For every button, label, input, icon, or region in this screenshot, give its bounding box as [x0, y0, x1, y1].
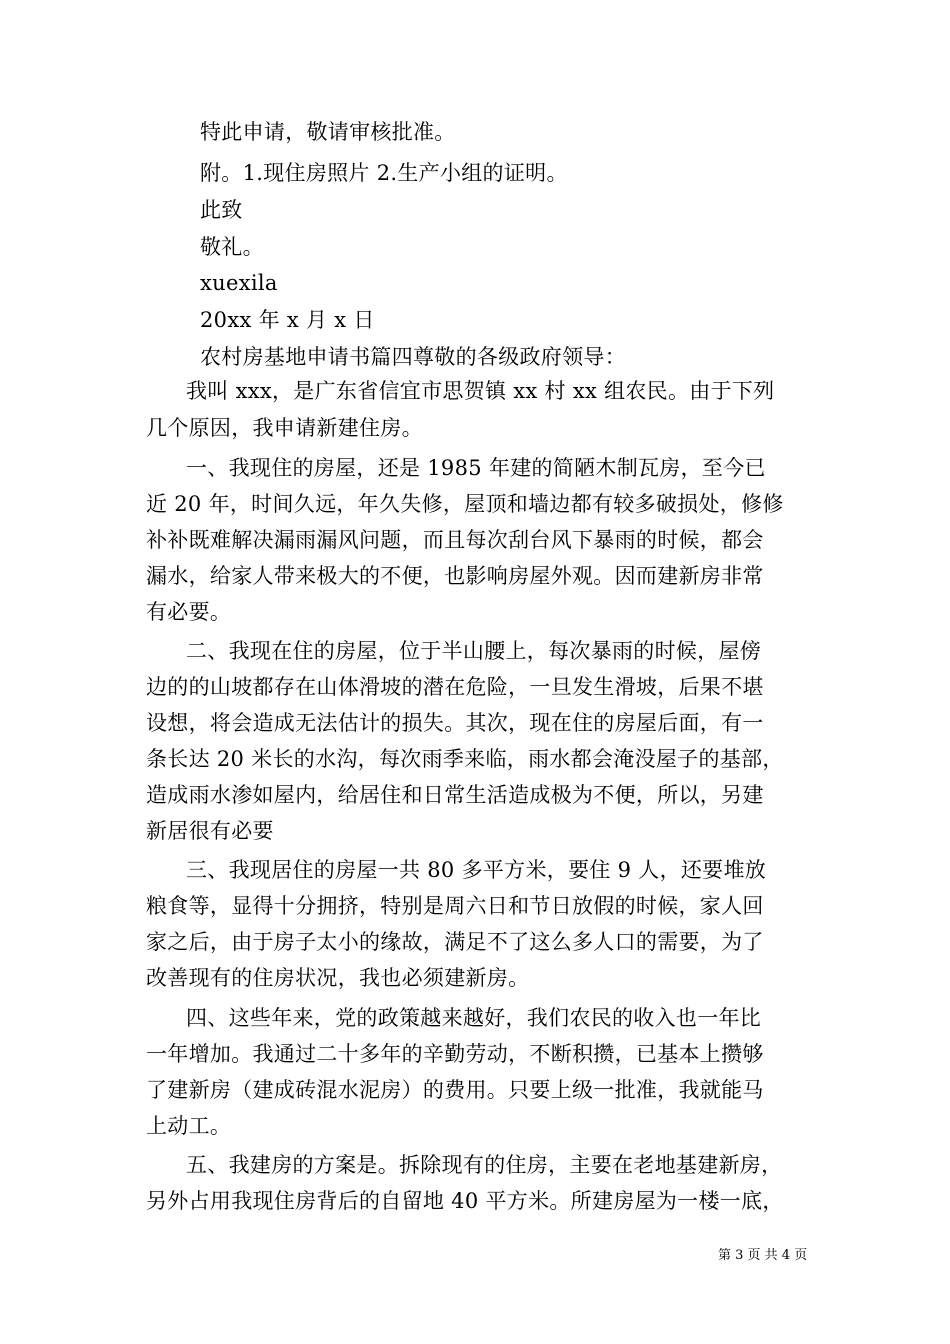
text-line: 另外占用我现住房背后的自留地 40 平方米。所建房屋为一楼一底， [146, 1189, 784, 1213]
text-line: 此致 [200, 198, 243, 222]
text-line: 家之后，由于房子太小的缘故，满足不了这么多人口的需要，为了 [146, 930, 764, 954]
text-line: 边的的山坡都存在山体滑坡的潜在危险，一旦发生滑坡，后果不堪 [146, 675, 764, 699]
text-line: 我叫 xxx，是广东省信宜市思贺镇 xx 村 xx 组农民。由于下列 [186, 379, 775, 403]
text-line: 一、我现住的房屋，还是 1985 年建的简陋木制瓦房，至今已 [186, 456, 766, 480]
text-line: 有必要。 [146, 600, 232, 624]
text-line: 几个原因，我申请新建住房。 [146, 416, 423, 440]
page-number: 第 3 页 共 4 页 [718, 1248, 808, 1263]
text-line: 农村房基地申请书篇四尊敬的各级政府领导： [200, 345, 626, 369]
text-line: 设想，将会造成无法估计的损失。其次，现在住的房屋后面，有一 [146, 711, 764, 735]
text-line: 了建新房（建成砖混水泥房）的费用。只要上级一批准，我就能马 [146, 1078, 764, 1102]
text-line: 改善现有的住房状况，我也必须建新房。 [146, 966, 530, 990]
text-line: 一年增加。我通过二十多年的辛勤劳动，不断积攒，已基本上攒够 [146, 1042, 764, 1066]
text-line: 敬礼。 [200, 235, 264, 259]
text-line: 20xx 年 x 月 x 日 [200, 308, 375, 332]
text-line: 附。1.现住房照片 2.生产小组的证明。 [200, 161, 568, 185]
text-line: 上动工。 [146, 1114, 232, 1138]
text-line: 三、我现居住的房屋一共 80 多平方米，要住 9 人，还要堆放 [186, 858, 767, 882]
text-line: 特此申请，敬请审核批准。 [200, 120, 456, 144]
text-line: 近 20 年，时间久远，年久失修，屋顶和墙边都有较多破损处，修修 [146, 492, 784, 516]
text-line: 补补既难解决漏雨漏风问题，而且每次刮台风下暴雨的时候，都会 [146, 528, 764, 552]
text-line: 四、这些年来，党的政策越来越好，我们农民的收入也一年比 [186, 1006, 762, 1030]
text-line: 五、我建房的方案是。拆除现有的住房，主要在老地基建新房， [186, 1153, 783, 1177]
text-line: 条长达 20 米长的水沟，每次雨季来临，雨水都会淹没屋子的基部， [146, 747, 784, 771]
text-line: 新居很有必要 [146, 819, 274, 843]
text-line: xuexila [200, 271, 278, 295]
text-line: 造成雨水渗如屋内，给居住和日常生活造成极为不便，所以，另建 [146, 783, 764, 807]
text-line: 粮食等，显得十分拥挤，特别是周六日和节日放假的时候，家人回 [146, 894, 764, 918]
text-line: 漏水，给家人带来极大的不便，也影响房屋外观。因而建新房非常 [146, 564, 764, 588]
text-line: 二、我现在住的房屋，位于半山腰上，每次暴雨的时候，屋傍 [186, 639, 762, 663]
